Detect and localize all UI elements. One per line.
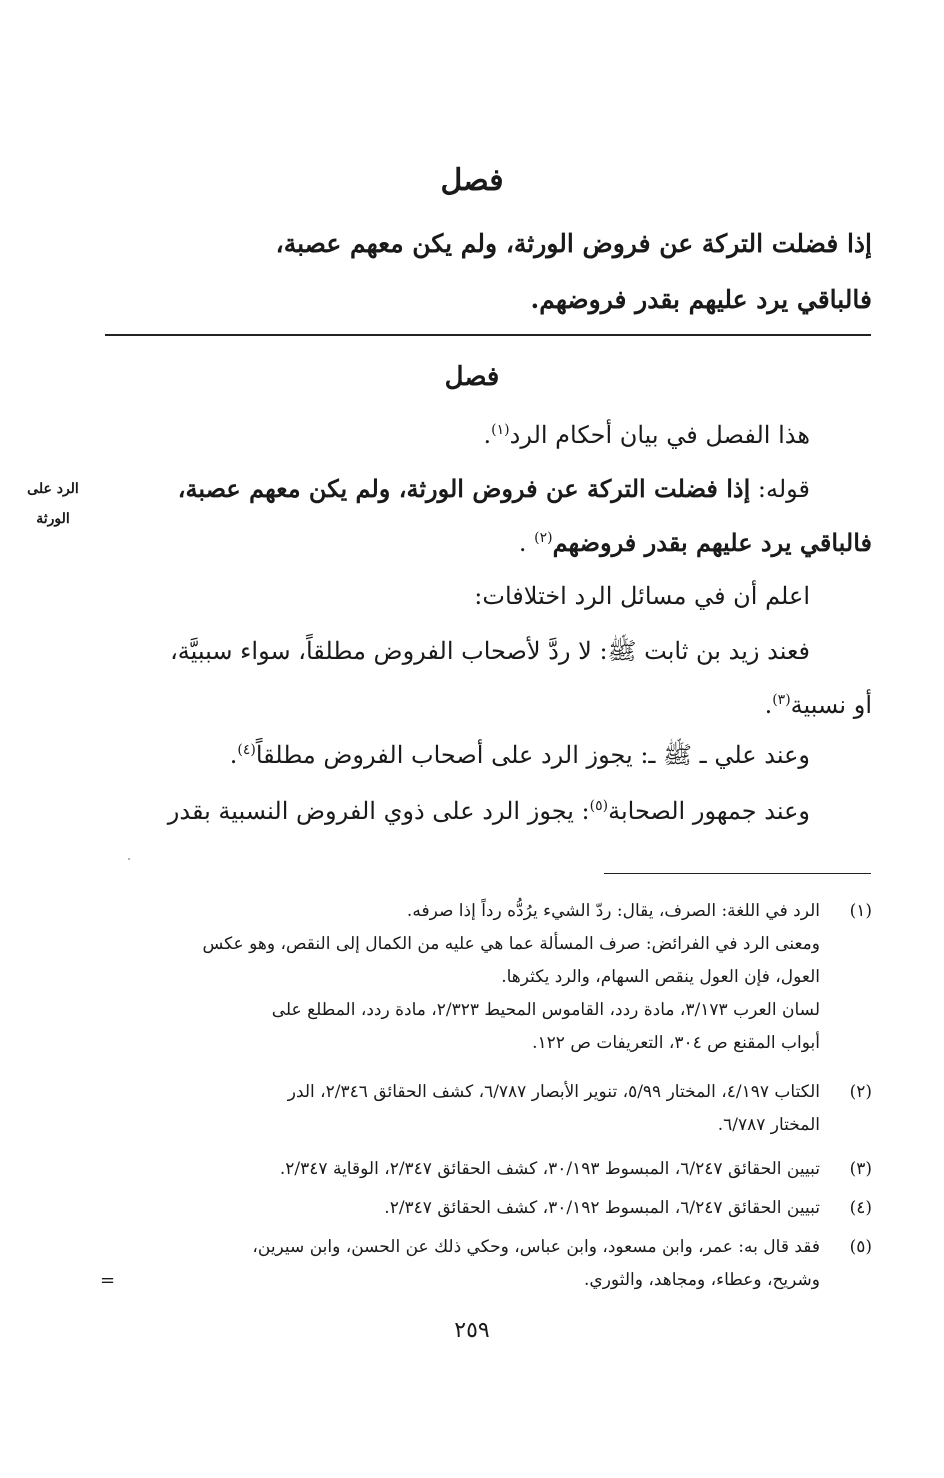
qawluhu-line-2: فالباقي يرد عليهم بقدر فروضهم$^{(٢)}$ . (518, 528, 872, 557)
footnote-1 (100, 895, 872, 1060)
qawluhu-quote-2: فالباقي يرد عليهم بقدر فروضهم (552, 528, 872, 557)
ali-text: وعند علي ـ ﷺ ـ: يجوز الرد على أصحاب الفروض مطلقاً (255, 741, 810, 769)
footnote-line: فقد قال به: عمر، وابن مسعود، وابن عباس، وحكي ذلك عن الحسن، وابن سيرين، (252, 1237, 820, 1257)
footnote-ref-5: (٥) (589, 798, 609, 814)
footnote-line: وشريح، وعطاء، ومجاهد، والثوري. (584, 1270, 820, 1290)
margin-note-line-2: الورثة (36, 511, 70, 527)
zayd-line-1: فعند زيد بن ثابت ﷺ: لا ردَّ لأصحاب الفروض مطلقاً، سواء سببيَّة، (170, 637, 810, 665)
footnote-number: (٤) (849, 1198, 872, 1218)
footnote-number: (١) (849, 901, 872, 921)
footnote-line: لسان العرب ٣/١٧٣، مادة ردد، القاموس المحيط ٢/٣٢٣، مادة ردد، المطلع على (271, 1000, 820, 1020)
footnote-number: (٥) (849, 1237, 872, 1257)
footnote-line: أبواب المقنع ص ٣٠٤، التعريفات ص ١٢٢. (532, 1033, 820, 1053)
sharh-heading: فصل (444, 362, 500, 392)
footnote-line: الكتاب ٤/١٩٧، المختار ٥/٩٩، تنوير الأبصار ٦/٧٨٧، كشف الحقائق ٢/٣٤٦، الدر (287, 1082, 820, 1102)
ikhtilaf-paragraph: اعلم أن في مسائل الرد اختلافات: (474, 582, 810, 610)
footnote-ref-2: (٢) (534, 530, 553, 546)
footnote-ref-3: (٣) (772, 692, 791, 708)
zayd-paragraph (100, 624, 872, 732)
jumhur-text-a: وعند جمهور الصحابة (608, 797, 810, 825)
footnote-separator (604, 873, 871, 874)
chapter-heading: فصل (440, 163, 504, 198)
qawluhu-paragraph (100, 462, 872, 570)
separator-rule (105, 334, 871, 336)
zayd-line-2: أو نسبية$^{(٣)}$. (764, 691, 872, 719)
footnote-line: المختار ٦/٧٨٧. (717, 1115, 820, 1135)
ali-paragraph: وعند علي ـ ﷺ ـ: يجوز الرد على أصحاب الفروض مطلقاً$^{(٤)}$. (229, 741, 810, 769)
footnote-3 (100, 1153, 872, 1186)
matn-line-2: فالباقي يرد عليهم بقدر فروضهم. (530, 285, 872, 314)
qawluhu-line-1 (100, 462, 872, 516)
footnote-line: تبيين الحقائق ٦/٢٤٧، المبسوط ٣٠/١٩٣، كشف الحقائق ٢/٣٤٧، الوقاية ٢/٣٤٧. (279, 1159, 820, 1179)
jumhur-paragraph (100, 784, 872, 838)
margin-note (14, 474, 92, 534)
footnote-2 (100, 1076, 872, 1142)
margin-note-line-1: الرد على (27, 481, 79, 497)
footnote-number: (٣) (849, 1159, 872, 1179)
footnote-5 (100, 1231, 872, 1297)
matn-line-1: إذا فضلت التركة عن فروض الورثة، ولم يكن معهم عصبة، (275, 229, 872, 258)
footnote-4 (100, 1192, 872, 1225)
footnote-line: ومعنى الرد في الفرائض: صرف المسألة عما هي عليه من الكمال إلى النقص، وهو عكس (202, 934, 820, 954)
jumhur-text-b: : يجوز الرد على ذوي الفروض النسبية بقدر (167, 797, 590, 825)
footnote-line: الرد في اللغة: الصرف، يقال: ردّ الشيء يرُدُّه رداً إذا صرفه. (406, 901, 820, 921)
intro-text: هذا الفصل في بيان أحكام الرد (509, 421, 810, 449)
intro-paragraph: هذا الفصل في بيان أحكام الرد$^{(١)}$. (483, 421, 810, 449)
matn-text (100, 216, 872, 328)
footnote-ref-4: (٤) (237, 742, 256, 758)
qawluhu-label: قوله: (750, 475, 810, 503)
page-number: ٢٥٩ (454, 1318, 490, 1343)
continuation-mark: = (100, 1270, 116, 1291)
footnote-number: (٢) (849, 1082, 872, 1102)
qawluhu-quote-1: إذا فضلت التركة عن فروض الورثة، ولم يكن معهم عصبة، (177, 474, 751, 503)
footnote-line: العول، فإن العول ينقص السهام، والرد يكثرها. (501, 967, 820, 987)
footnote-ref-1: (١) (491, 422, 510, 438)
footnote-line: تبيين الحقائق ٦/٢٤٧، المبسوط ٣٠/١٩٢، كشف الحقائق ٢/٣٤٧. (384, 1198, 820, 1218)
scan-speck (128, 858, 130, 860)
